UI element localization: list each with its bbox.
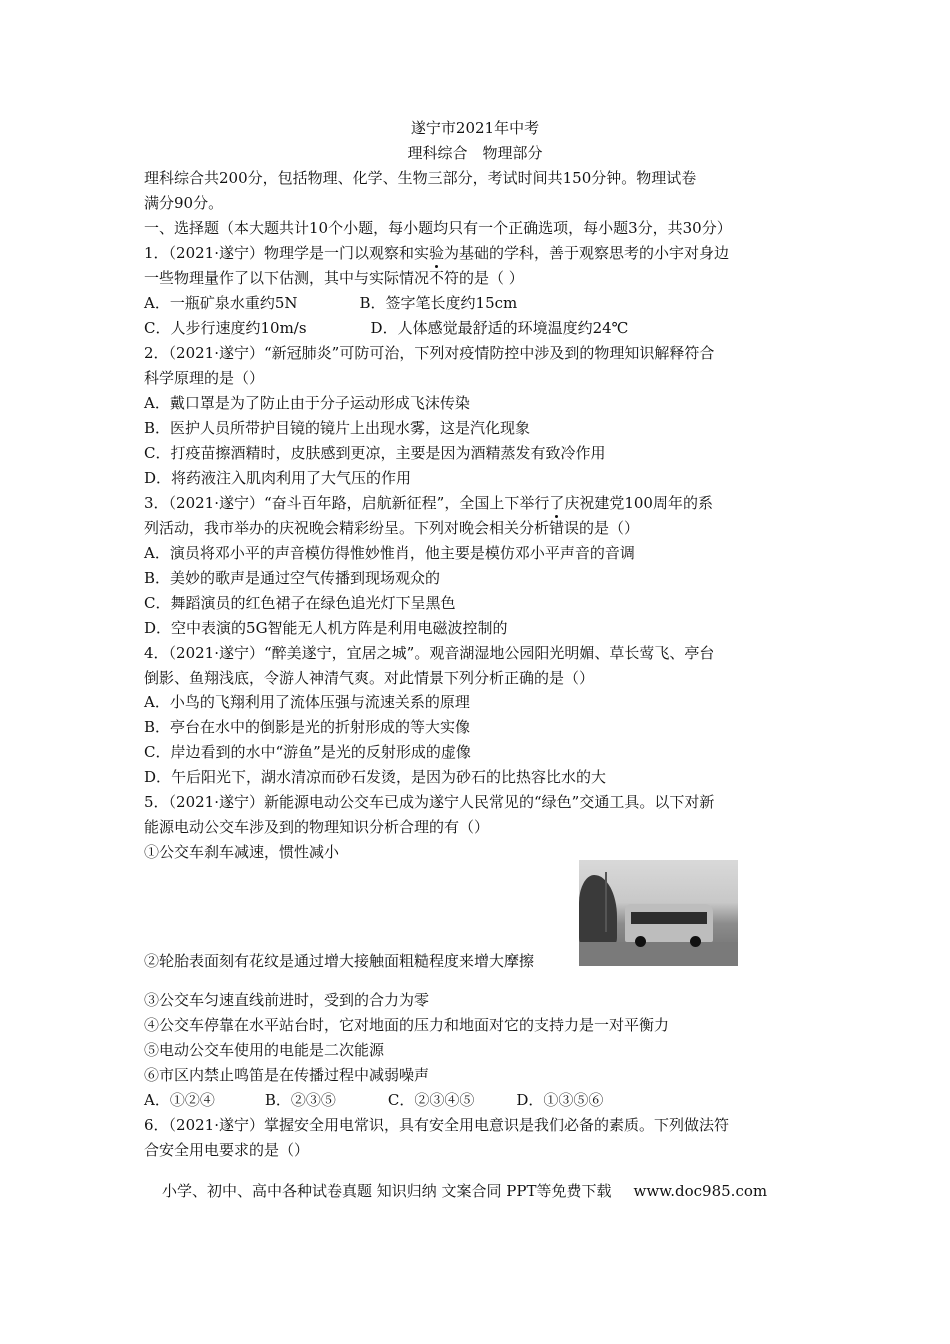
q4-stem-line-1: 4．（2021·遂宁）“醉美遂宁，宜居之城”。观音湖湿地公园阳光明媚、草长莺飞、亭台 bbox=[144, 644, 715, 662]
q4-option-c: C．岸边看到的水中“游鱼”是光的反射形成的虚像 bbox=[144, 743, 471, 761]
q5-options-row bbox=[144, 1090, 603, 1110]
q5-stem-line-1: 5．（2021·遂宁）新能源电动公交车已成为遂宁人民常见的“绿色”交通工具。以下对新 bbox=[144, 793, 715, 811]
q2-option-b: B．医护人员所带护目镜的镜片上出现水雾，这是汽化现象 bbox=[144, 419, 531, 437]
q2-option-d: D．将药液注入肌肉利用了大气压的作用 bbox=[144, 469, 412, 487]
q1-stem-line-1: 1．（2021·遂宁）物理学是一门以观察和实验为基础的学科，善于观察思考的小宇对身边 bbox=[144, 244, 729, 262]
q1-options-row-1 bbox=[144, 293, 517, 313]
q1-stem-text-c: 符的是（ ） bbox=[444, 269, 524, 287]
q3-stem-line-1: 3．（2021·遂宁）“奋斗百年路，启航新征程”，全国上下举行了庆祝建党100周年的系 bbox=[144, 494, 713, 512]
q2-option-c: C．打疫苗擦酒精时，皮肤感到更凉，主要是因为酒精蒸发有致冷作用 bbox=[144, 444, 606, 462]
q5-option-c: C．②③④⑤ bbox=[387, 1091, 475, 1109]
q5-statement-3: ③公交车匀速直线前进时，受到的合力为零 bbox=[144, 991, 430, 1009]
q6-stem-line-1: 6．（2021·遂宁）掌握安全用电常识，具有安全用电意识是我们必备的素质。下列做法符 bbox=[144, 1116, 729, 1134]
q1-option-b: B．签字笔长度约15cm bbox=[359, 294, 518, 312]
bus-photo bbox=[579, 860, 738, 966]
q6-stem-line-2: 合安全用电要求的是（） bbox=[144, 1141, 310, 1159]
q3-stem-line-2 bbox=[144, 518, 639, 538]
q2-stem-line-2: 科学原理的是（） bbox=[144, 369, 265, 387]
q4-option-b: B．亭台在水中的倒影是光的折射形成的等大实像 bbox=[144, 718, 471, 736]
footer-site-link[interactable]: www.doc985.com bbox=[633, 1182, 768, 1200]
page-footer bbox=[162, 1180, 767, 1201]
q5-option-d: D．①③⑤⑥ bbox=[516, 1091, 604, 1109]
q1-option-c: C．人步行速度约10m/s bbox=[144, 319, 307, 337]
emphasis-dot-char: 不 bbox=[429, 269, 445, 287]
bus-wheel bbox=[635, 936, 646, 947]
q1-stem-text-a: 一些物理量作了以下估测，其中与实际情况 bbox=[144, 269, 430, 287]
q2-stem-line-1: 2．（2021·遂宁）“新冠肺炎”可防可治，下列对疫情防控中涉及到的物理知识解释符合 bbox=[144, 344, 715, 362]
exam-subtitle: 理科综合 物理部分 bbox=[407, 144, 543, 162]
q5-option-a: A．①②④ bbox=[144, 1091, 215, 1109]
q3-stem-text-c: 误的是（） bbox=[564, 519, 640, 537]
footer-text: 小学、初中、高中各种试卷真题 知识归纳 文案合同 PPT等免费下载 bbox=[162, 1182, 612, 1200]
q3-option-c: C．舞蹈演员的红色裙子在绿色追光灯下呈黑色 bbox=[144, 594, 456, 612]
q5-statement-5: ⑤电动公交车使用的电能是二次能源 bbox=[144, 1041, 385, 1059]
emphasis-dot-char: 错 bbox=[549, 519, 565, 537]
q3-option-b: B．美妙的歌声是通过空气传播到现场观众的 bbox=[144, 569, 441, 587]
q4-option-d: D．午后阳光下，湖水清凉而砂石发烫，是因为砂石的比热容比水的大 bbox=[144, 768, 607, 786]
q3-stem-text-a: 列活动，我市举办的庆祝晚会精彩纷呈。下列对晚会相关分析 bbox=[144, 519, 550, 537]
intro-line-2: 满分90分。 bbox=[144, 194, 224, 212]
q5-statement-6: ⑥市区内禁止鸣笛是在传播过程中减弱噪声 bbox=[144, 1066, 430, 1084]
section-heading: 一、选择题（本大题共计10个小题，每小题均只有一个正确选项，每小题3分，共30分） bbox=[144, 219, 732, 237]
bus-wheel bbox=[690, 936, 701, 947]
road-shape bbox=[579, 942, 738, 966]
q5-statement-4: ④公交车停靠在水平站台时，它对地面的压力和地面对它的支持力是一对平衡力 bbox=[144, 1016, 670, 1034]
lamp-pole-shape bbox=[605, 872, 607, 932]
q1-options-row-2 bbox=[144, 318, 628, 338]
bus-shape bbox=[625, 904, 713, 942]
q4-option-a: A．小鸟的飞翔利用了流体压强与流速关系的原理 bbox=[144, 693, 470, 711]
q3-option-a: A．演员将邓小平的声音模仿得惟妙惟肖，他主要是模仿邓小平声音的音调 bbox=[144, 544, 635, 562]
q4-stem-line-2: 倒影、鱼翔浅底，令游人神清气爽。对此情景下列分析正确的是（） bbox=[144, 669, 595, 687]
q1-stem-line-2 bbox=[144, 268, 524, 288]
intro-line-1: 理科综合共200分，包括物理、化学、生物三部分，考试时间共150分钟。物理试卷 bbox=[144, 169, 697, 187]
q5-stem-line-2: 能源电动公交车涉及到的物理知识分析合理的有（） bbox=[144, 818, 490, 836]
q5-statement-1: ①公交车刹车减速，惯性减小 bbox=[144, 843, 340, 861]
q5-statement-2: ②轮胎表面刻有花纹是通过增大接触面粗糙程度来增大摩擦 bbox=[144, 952, 535, 970]
bus-window bbox=[631, 912, 707, 924]
q5-option-b: B．②③⑤ bbox=[264, 1091, 336, 1109]
exam-title: 遂宁市2021年中考 bbox=[410, 119, 540, 137]
q1-option-d: D．人体感觉最舒适的环境温度约24℃ bbox=[370, 319, 629, 337]
q2-option-a: A．戴口罩是为了防止由于分子运动形成飞沫传染 bbox=[144, 394, 470, 412]
q1-option-a: A．一瓶矿泉水重约5N bbox=[144, 294, 298, 312]
q3-option-d: D．空中表演的5G智能无人机方阵是利用电磁波控制的 bbox=[144, 619, 508, 637]
tree-shape bbox=[579, 875, 617, 945]
